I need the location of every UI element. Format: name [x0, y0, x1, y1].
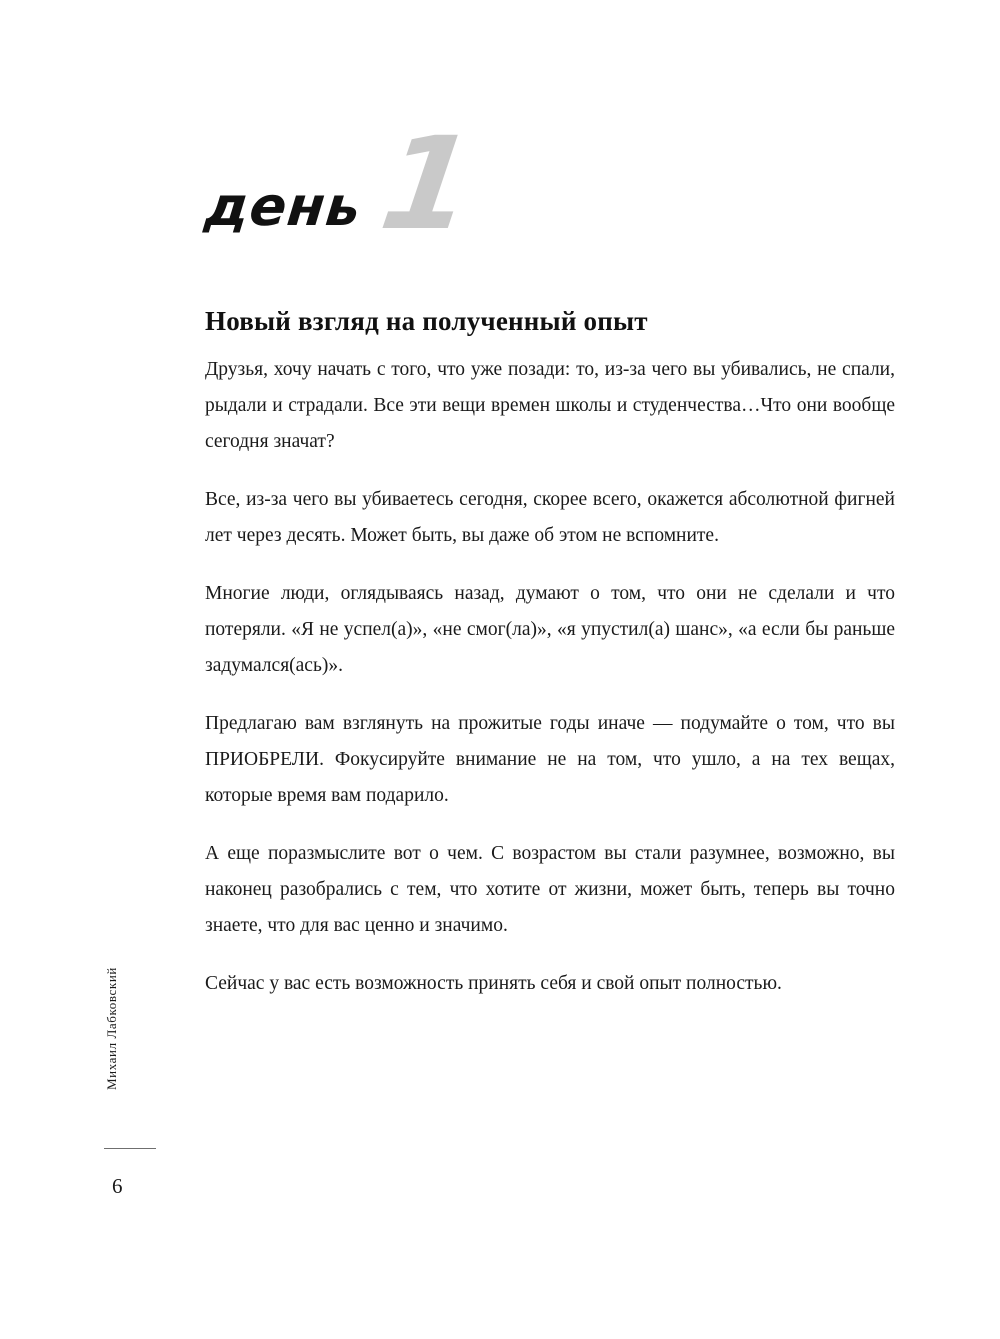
footer-divider [104, 1148, 156, 1149]
day-number: 1 [372, 109, 483, 259]
running-author: Михаил Лабковский [104, 967, 119, 1090]
body-text [205, 352, 895, 1002]
paragraph: Предлагаю вам взглянуть на прожитые годы иначе — подумайте о том, что вы ПРИОБРЕЛИ. Фокусируйте внимание не на том, что ушло, а на тех вещах, которые время вам подарило. [205, 713, 895, 806]
paragraph: Все, из-за чего вы убиваетесь сегодня, скорее всего, окажется абсолютной фигней лет через десять. Может быть, вы даже об этом не вспомните. [205, 489, 895, 546]
page-title: Новый взгляд на полученный опыт [205, 306, 648, 337]
paragraph: Многие люди, оглядываясь назад, думают о том, что они не сделали и что потеряли. «Я не успел(а)», «не смог(ла)», «я упустил(а) шанс», «а если бы раньше задумался(ась)». [205, 583, 895, 676]
paragraph: А еще поразмыслите вот о чем. С возрастом вы стали разумнее, возможно, вы наконец разобрались с тем, что хотите от жизни, может быть, теперь вы точно знаете, что для вас ценно и значимо. [205, 843, 895, 936]
day-label: день [202, 175, 365, 238]
page-number: 6 [112, 1174, 123, 1198]
day-header [202, 109, 483, 259]
paragraph: Сейчас у вас есть возможность принять себя и свой опыт полностью. [205, 973, 782, 994]
paragraph: Друзья, хочу начать с того, что уже позади: то, из-за чего вы убивались, не спали, рыдали и страдали. Все эти вещи времен школы и студенчества…Что они вообще сегодня значат? [205, 359, 895, 452]
